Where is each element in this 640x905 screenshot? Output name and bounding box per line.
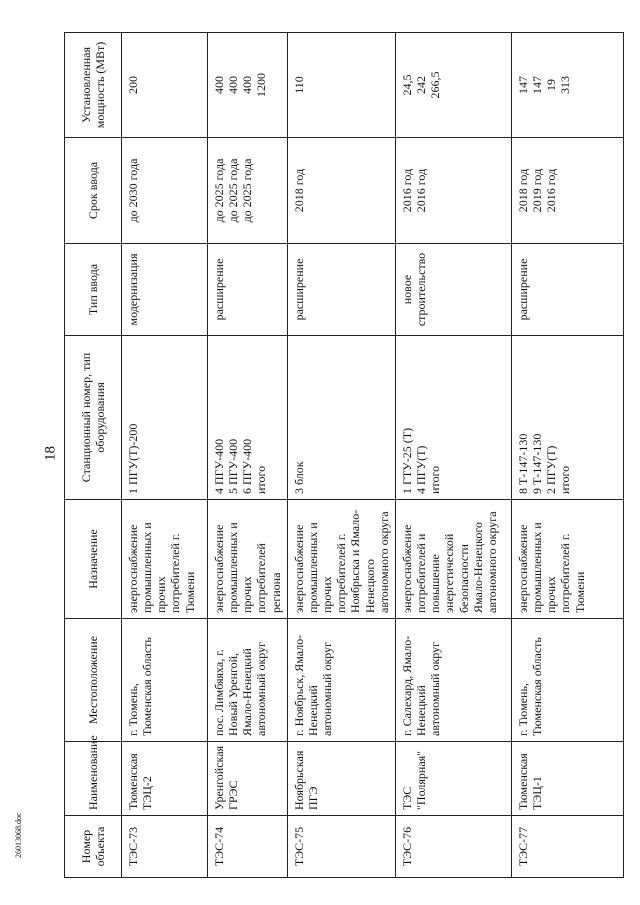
cell-type: модернизация — [122, 244, 208, 336]
equipment-line: 9 Т-147-130 — [530, 433, 545, 494]
header-date: Срок ввода — [65, 138, 122, 244]
cell-purpose: энергоснабжение промышленных и прочих потребителей г. Тюмени — [122, 500, 208, 619]
equipment-line: итого — [558, 465, 573, 494]
cell-purpose: энергоснабжение потребителей и повышение энергетической безопасности Ямало-Ненецкого автономного округа — [395, 500, 511, 619]
header-equipment: Станционный номер, тип оборудования — [65, 336, 122, 500]
cell-name: Ноябрьская ПГЭ — [287, 742, 395, 816]
cell-power — [511, 33, 623, 138]
header-type: Тип ввода — [65, 244, 122, 336]
cell-power — [208, 33, 288, 138]
power-line: 19 — [544, 79, 559, 91]
power-line: 313 — [558, 76, 573, 94]
date-line: 2019 год — [530, 168, 545, 213]
equipment-line: 4 ПГУ-400 — [212, 438, 226, 494]
power-line: 242 — [414, 76, 429, 94]
cell-power — [287, 33, 395, 138]
date-line: 2018 год — [291, 168, 306, 213]
cell-equipment — [208, 336, 288, 500]
date-line: до 2025 года — [212, 158, 226, 223]
cell-location: г. Тюмень, Тюменская область — [511, 619, 623, 742]
cell-purpose: энергоснабжение промышленных и прочих потребителей г. Ноябрьска и Ямало-Ненецкого автономного округа — [287, 500, 395, 619]
cell-date — [511, 138, 623, 244]
header-num: Номер объекта — [65, 816, 122, 878]
cell-num: ТЭС-73 — [122, 816, 208, 878]
power-line: 400 — [212, 76, 226, 94]
cell-name: Уренгойская ГРЭС — [208, 742, 288, 816]
equipment-line: 6 ПГУ-400 — [240, 438, 255, 494]
cell-date — [287, 138, 395, 244]
cell-location: пос. Лимбяяха, г. Новый Уренгой, Ямало-Ненецкий автономный округ — [208, 619, 288, 742]
cell-location: г. Тюмень, Тюменская область — [122, 619, 208, 742]
equipment-line: 8 Т-147-130 — [515, 433, 530, 494]
cell-type: расширение — [511, 244, 623, 336]
cell-purpose: энергоснабжение промышленных и прочих потребителей региона — [208, 500, 288, 619]
date-line: 2016 год — [544, 168, 559, 213]
cell-name: Тюменская ТЭЦ-2 — [122, 742, 208, 816]
date-line: 2016 год — [399, 168, 414, 213]
date-line: до 2030 года — [126, 158, 140, 223]
cell-equipment — [395, 336, 511, 500]
header-name: Наименование — [65, 742, 122, 816]
power-line: 200 — [126, 76, 140, 94]
header-purpose: Назначение — [65, 500, 122, 619]
date-line: 2018 год — [515, 168, 530, 213]
cell-name: ТЭС "Полярная" — [395, 742, 511, 816]
cell-type: расширение — [287, 244, 395, 336]
cell-equipment — [511, 336, 623, 500]
cell-location: г. Ноябрьск, Ямало-Ненецкий автономный округ — [287, 619, 395, 742]
power-plants-table — [64, 32, 624, 878]
cell-type: расширение — [208, 244, 288, 336]
power-line: 110 — [291, 76, 306, 94]
equipment-line: итого — [254, 465, 269, 494]
header-location: Местоположение — [65, 619, 122, 742]
table-header-row — [65, 33, 122, 878]
table-row — [395, 33, 511, 878]
power-line: 400 — [240, 76, 255, 94]
equipment-line: 5 ПГУ-400 — [226, 438, 241, 494]
equipment-line: 2 ПГУ(Т) — [544, 445, 559, 494]
cell-num: ТЭС-74 — [208, 816, 288, 878]
equipment-line: 4 ПГУ(Т) — [414, 445, 429, 494]
date-line: 2016 год — [414, 168, 429, 213]
cell-date — [208, 138, 288, 244]
cell-power — [395, 33, 511, 138]
power-line: 24,5 — [399, 74, 414, 96]
cell-equipment — [122, 336, 208, 500]
power-line: 266,5 — [428, 71, 443, 99]
cell-equipment — [287, 336, 395, 500]
cell-location: г. Салехард, Ямало-Ненецкий автономный округ — [395, 619, 511, 742]
equipment-line: итого — [428, 465, 443, 494]
equipment-line: 1 ГТУ-25 (Т) — [399, 427, 414, 494]
power-line: 1200 — [254, 73, 269, 97]
table-row — [208, 33, 288, 878]
page-number: 18 — [42, 446, 59, 461]
date-line: до 2025 года — [226, 158, 241, 223]
cell-date — [122, 138, 208, 244]
table-row — [122, 33, 208, 878]
cell-num: ТЭС-77 — [511, 816, 623, 878]
cell-num: ТЭС-75 — [287, 816, 395, 878]
cell-purpose: энергоснабжение промышленных и прочих потребителей г. Тюмени — [511, 500, 623, 619]
rotated-table-container — [64, 33, 624, 878]
power-line: 400 — [226, 76, 241, 94]
power-line: 147 — [530, 76, 545, 94]
equipment-line: 1 ПГУ(Т)-200 — [126, 423, 140, 494]
header-power: Установленная мощность (МВт) — [65, 33, 122, 138]
cell-type: новое строительство — [395, 244, 511, 336]
cell-name: Тюменская ТЭЦ-1 — [511, 742, 623, 816]
document-id: 26013068.doc — [14, 812, 23, 858]
power-line: 147 — [515, 76, 530, 94]
cell-date — [395, 138, 511, 244]
date-line: до 2025 года — [240, 158, 255, 223]
cell-num: ТЭС-76 — [395, 816, 511, 878]
cell-power — [122, 33, 208, 138]
equipment-line: 3 блок — [291, 461, 306, 494]
table-row — [287, 33, 395, 878]
table-row — [511, 33, 623, 878]
